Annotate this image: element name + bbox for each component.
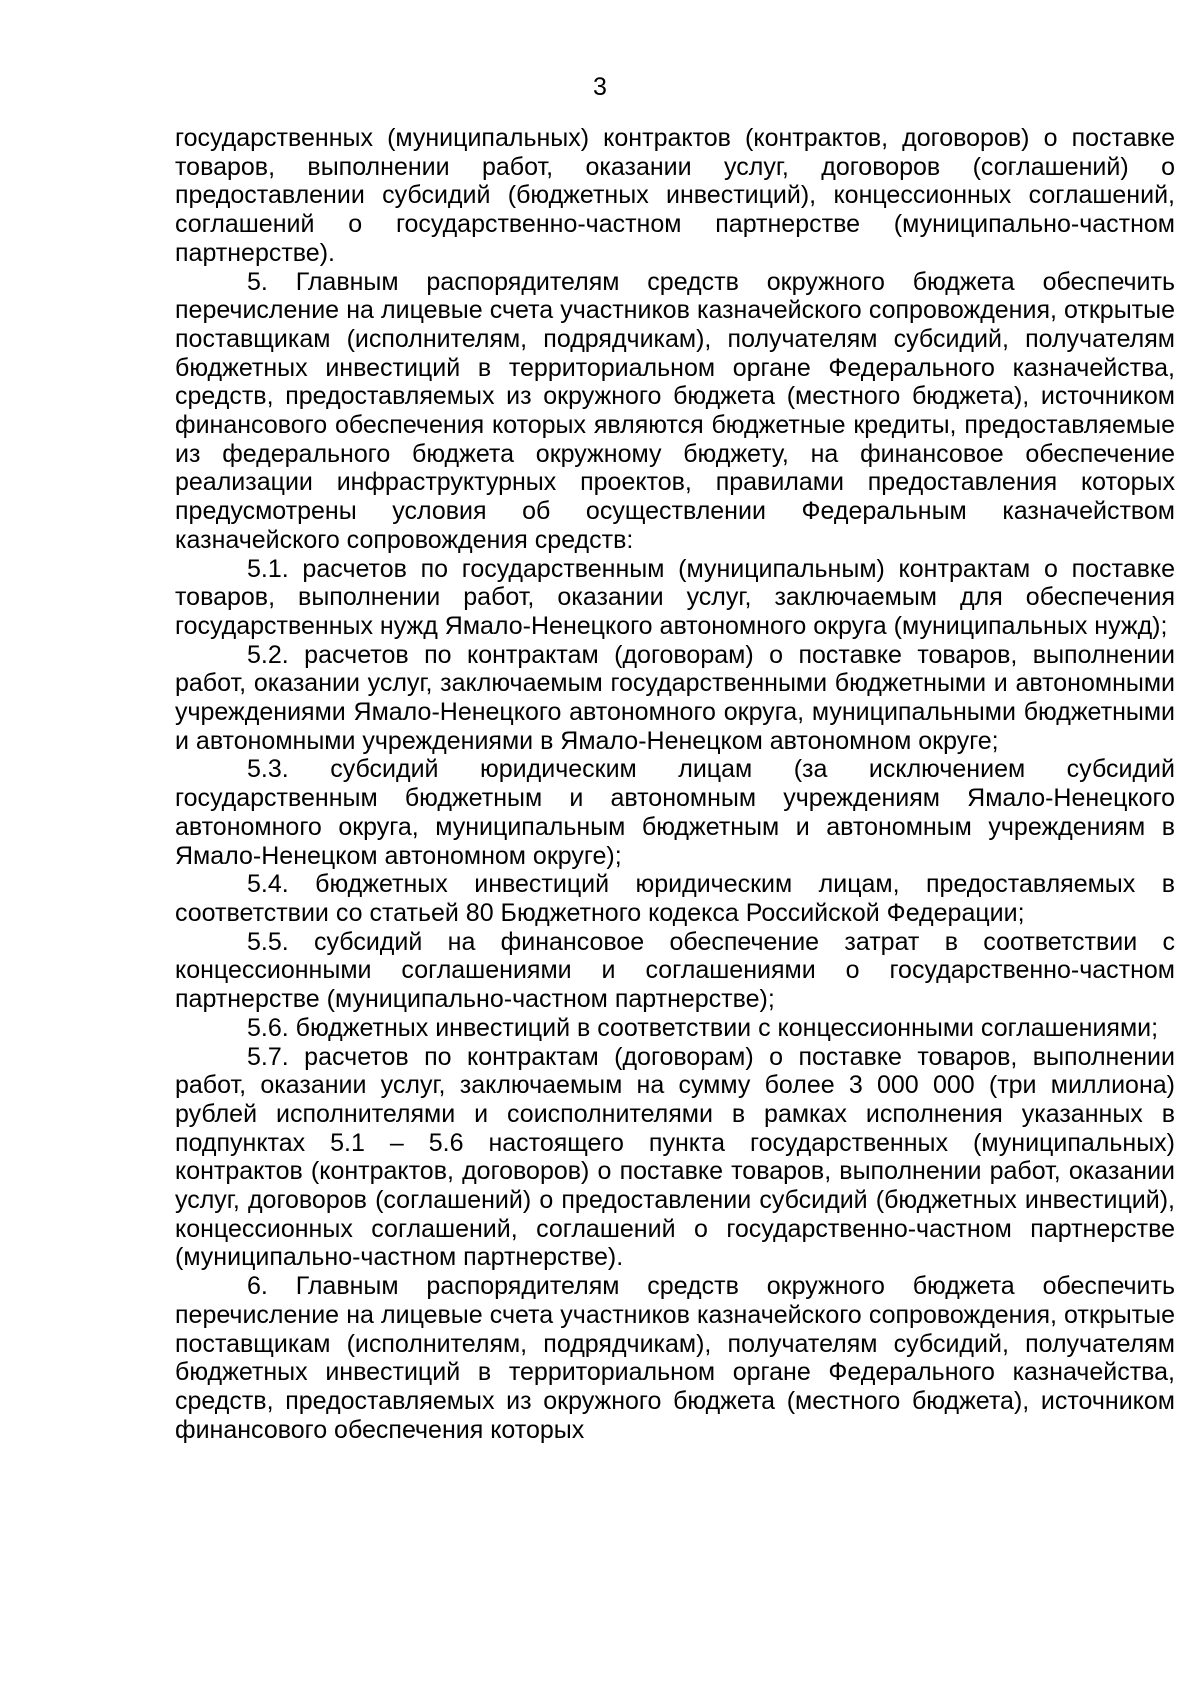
paragraph-item-5-5: 5.5. субсидий на финансовое обеспечение затрат в соответствии с концессионными соглашениями и соглашениями о государственно-частном партнерстве (муниципально-частном партнерстве);	[175, 927, 1175, 1014]
paragraph-item-5-2: 5.2. расчетов по контрактам (договорам) о поставке товаров, выполнении работ, оказании услуг, заключаемым государственными бюджетными и автономными учреждениями Ямало-Ненецкого автономного округа, муниципальными бюджетными и автономными учреждениями в Ямало-Ненецком автономном округе;	[175, 640, 1175, 755]
paragraph-item-5-7: 5.7. расчетов по контрактам (договорам) о поставке товаров, выполнении работ, оказании услуг, заключаемым на сумму более 3 000 000 (три миллиона) рублей исполнителями и соисполнителями в рамках исполнения указанных в подпунктах 5.1 – 5.6 настоящего пункта государственных (муниципальных) контрактов (контрактов, договоров) о поставке товаров, выполнении работ, оказании услуг, договоров (соглашений) о предоставлении субсидий (бюджетных инвестиций), концессионных соглашений, соглашений о государственно-частном партнерстве (муниципально-частном партнерстве).	[175, 1042, 1175, 1272]
paragraph-item-5-6: 5.6. бюджетных инвестиций в соответствии с концессионными соглашениями;	[247, 1013, 1159, 1042]
paragraph-item-5-1: 5.1. расчетов по государственным (муниципальным) контрактам о поставке товаров, выполнении работ, оказании услуг, заключаемым для обеспечения государственных нужд Ямало-Ненецкого автономного округа (муниципальных нужд);	[175, 554, 1175, 640]
paragraph-item-6: 6. Главным распорядителям средств окружного бюджета обеспечить перечисление на лицевые счета участников казначейского сопровождения, открытые поставщикам (исполнителям, подрядчикам), получателям субсидий, получателям бюджетных инвестиций в территориальном органе Федерального казначейства, средств, предоставляемых из окружного бюджета (местного бюджета), источником финансового обеспечения которых	[175, 1272, 1175, 1444]
paragraph-item-5-3: 5.3. субсидий юридическим лицам (за исключением субсидий государственным бюджетным и автономным учреждениям Ямало-Ненецкого автономного округа, муниципальным бюджетным и автономным учреждениям в Ямало-Ненецком автономном округе);	[175, 755, 1175, 870]
paragraph-item-5-4: 5.4. бюджетных инвестиций юридическим лицам, предоставляемых в соответствии со статьей 80 Бюджетного кодекса Российской Федерации;	[175, 870, 1175, 927]
page-number: 3	[593, 73, 607, 101]
paragraph-item-5: 5. Главным распорядителям средств окружного бюджета обеспечить перечисление на лицевые счета участников казначейского сопровождения, открытые поставщикам (исполнителям, подрядчикам), получателям субсидий, получателям бюджетных инвестиций в территориальном органе Федерального казначейства, средств, предоставляемых из окружного бюджета (местного бюджета), источником финансового обеспечения которых являются бюджетные кредиты, предоставляемые из федерального бюджета окружному бюджету, на финансовое обеспечение реализации инфраструктурных проектов, правилами предоставления которых предусмотрены условия об осуществлении Федеральным казначейством казначейского сопровождения средств:	[175, 267, 1175, 554]
paragraph-continuation: государственных (муниципальных) контрактов (контрактов, договоров) о поставке товаров, выполнении работ, оказании услуг, договоров (соглашений) о предоставлении субсидий (бюджетных инвестиций), концессионных соглашений, соглашений о государственно-частном партнерстве (муниципально-частном партнерстве).	[175, 124, 1175, 267]
document-body	[175, 124, 1175, 1444]
